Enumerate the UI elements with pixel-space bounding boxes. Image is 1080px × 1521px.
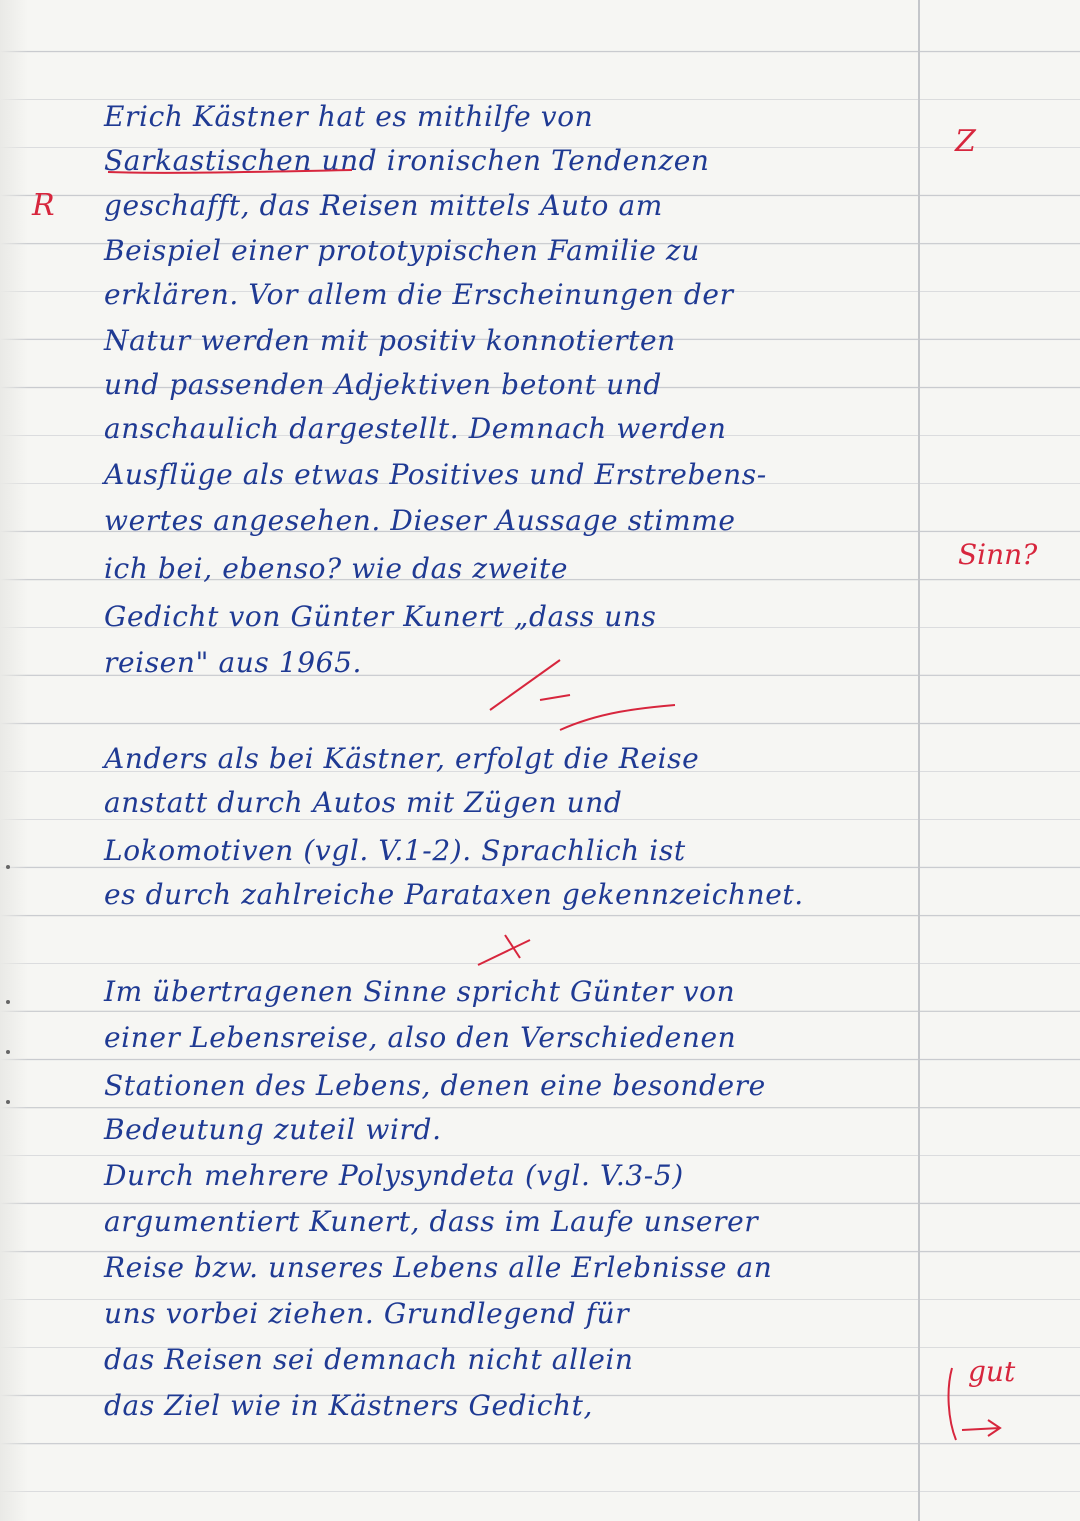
text-line: Natur werden mit positiv konnotierten: [104, 324, 676, 357]
text-line: das Ziel wie in Kästners Gedicht,: [104, 1389, 593, 1422]
text-line: Stationen des Lebens, denen eine besondere: [104, 1069, 766, 1102]
binding-hole: [6, 1000, 10, 1004]
text-line: Gedicht von Günter Kunert „dass uns: [104, 600, 657, 633]
text-line: Erich Kästner hat es mithilfe von: [104, 100, 594, 133]
text-line: argumentiert Kunert, dass im Laufe unserer: [104, 1205, 759, 1238]
text-line: Reise bzw. unseres Lebens alle Erlebnisse an: [104, 1251, 773, 1284]
binding-hole: [6, 1050, 10, 1054]
text-line: ich bei, ebenso? wie das zweite: [104, 552, 569, 585]
text-line: Sarkastischen und ironischen Tendenzen: [104, 144, 710, 177]
binding-hole: [6, 865, 10, 869]
text-line: anstatt durch Autos mit Zügen und: [104, 786, 623, 819]
text-line: und passenden Adjektiven betont und: [104, 368, 662, 401]
correction-mark-left: R: [32, 188, 55, 223]
text-line: Durch mehrere Polysyndeta (vgl. V.3-5): [104, 1159, 684, 1192]
text-line: wertes angesehen. Dieser Aussage stimme: [104, 504, 736, 537]
text-line: anschaulich dargestellt. Demnach werden: [104, 412, 727, 445]
page-edge-shadow: [0, 0, 28, 1521]
text-line: Bedeutung zuteil wird.: [104, 1113, 442, 1146]
text-line: es durch zahlreiche Parataxen gekennzeichnet.: [104, 878, 804, 911]
text-line: Beispiel einer prototypischen Familie zu: [104, 234, 700, 267]
correction-comment-sinn: Sinn?: [958, 538, 1038, 571]
binding-hole: [6, 1100, 10, 1104]
text-line: Ausflüge als etwas Positives und Erstrebens-: [104, 458, 767, 491]
text-line: reisen" aus 1965.: [104, 646, 363, 679]
text-line: erklären. Vor allem die Erscheinungen der: [104, 278, 734, 311]
text-line: einer Lebensreise, also den Verschiedenen: [104, 1021, 737, 1054]
correction-comment-gut: gut: [968, 1355, 1016, 1388]
text-line: Anders als bei Kästner, erfolgt die Reise: [104, 742, 700, 775]
text-line: Im übertragenen Sinne spricht Günter von: [104, 975, 736, 1008]
correction-mark-top: Z: [955, 124, 976, 159]
margin-rule: [918, 0, 920, 1521]
text-line: Lokomotiven (vgl. V.1-2). Sprachlich ist: [104, 834, 686, 867]
text-line: uns vorbei ziehen. Grundlegend für: [104, 1297, 630, 1330]
text-line: das Reisen sei demnach nicht allein: [104, 1343, 634, 1376]
text-line: geschafft, das Reisen mittels Auto am: [104, 189, 663, 222]
